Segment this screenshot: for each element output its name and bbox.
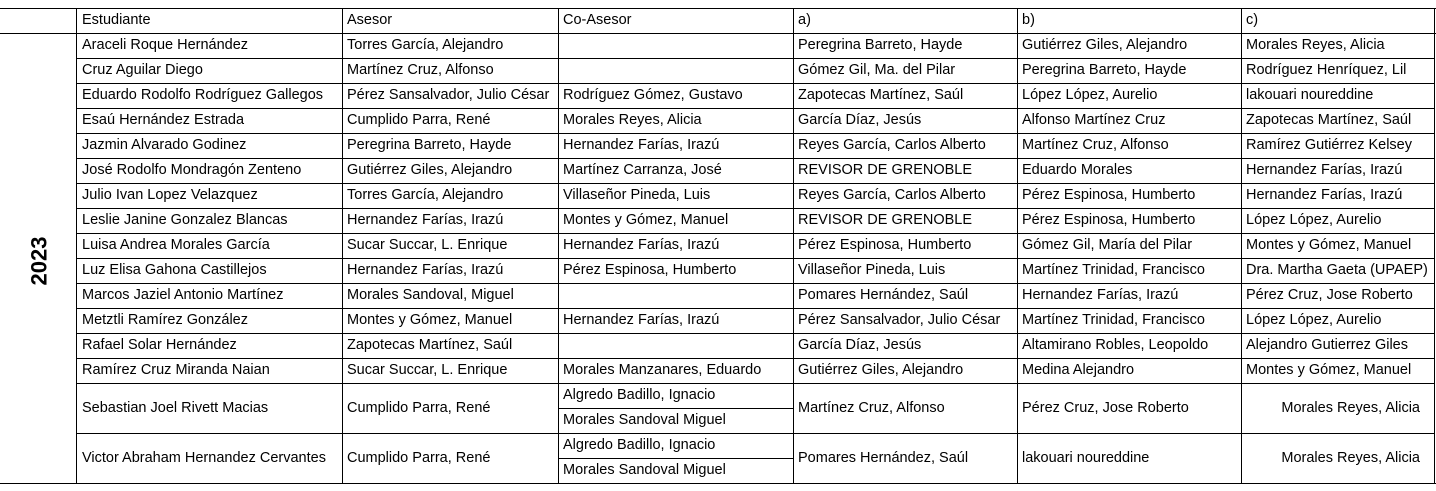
cell-student: Metztli Ramírez González	[82, 312, 248, 328]
cell-student: Rafael Solar Hernández	[82, 337, 237, 353]
cell-reviewer-c: lakouari noureddine	[1246, 87, 1374, 103]
cell-reviewer-c: Montes y Gómez, Manuel	[1246, 237, 1412, 253]
cell-reviewer-a: Reyes García, Carlos Alberto	[798, 137, 986, 153]
cell-student: Victor Abraham Hernandez Cervantes	[82, 450, 326, 466]
header-student: Estudiante	[82, 12, 151, 28]
cell-advisor: Cumplido Parra, René	[347, 450, 491, 466]
cell-reviewer-b: Pérez Espinosa, Humberto	[1022, 212, 1196, 228]
cell-advisor: Cumplido Parra, René	[347, 112, 491, 128]
cell-co-advisor: Hernandez Farías, Irazú	[563, 237, 720, 253]
cell-co-advisor	[558, 283, 793, 308]
cell-reviewer-b: Martínez Cruz, Alfonso	[1022, 137, 1169, 153]
cell-co-advisor: Morales Manzanares, Eduardo	[563, 362, 762, 378]
cell-co-advisor	[558, 333, 793, 358]
header-reviewer-a: a)	[798, 12, 811, 28]
cell-advisor: Gutiérrez Giles, Alejandro	[347, 162, 513, 178]
cell-reviewer-c: Morales Reyes, Alicia	[1246, 37, 1385, 53]
cell-reviewer-a: REVISOR DE GRENOBLE	[798, 212, 973, 228]
cell-advisor: Hernandez Farías, Irazú	[347, 262, 504, 278]
cell-advisor: Montes y Gómez, Manuel	[347, 312, 513, 328]
cell-reviewer-a: Pérez Espinosa, Humberto	[798, 237, 972, 253]
cell-reviewer-a: Pomares Hernández, Saúl	[798, 287, 969, 303]
cell-advisor: Torres García, Alejandro	[347, 187, 504, 203]
cell-student: Luisa Andrea Morales García	[82, 237, 270, 253]
cell-reviewer-b: Peregrina Barreto, Hayde	[1022, 62, 1187, 78]
cell-advisor: Peregrina Barreto, Hayde	[347, 137, 512, 153]
cell-reviewer-a: Gómez Gil, Ma. del Pilar	[798, 62, 956, 78]
cell-reviewer-c: Morales Reyes, Alicia	[1281, 450, 1420, 466]
year-label-cell	[2, 36, 76, 486]
cell-reviewer-c: Zapotecas Martínez, Saúl	[1246, 112, 1412, 128]
cell-reviewer-b: Altamirano Robles, Leopoldo	[1022, 337, 1209, 353]
cell-student: Sebastian Joel Rivett Macias	[82, 400, 269, 416]
cell-reviewer-c: Hernandez Farías, Irazú	[1246, 187, 1403, 203]
cell-reviewer-c: Hernandez Farías, Irazú	[1246, 162, 1403, 178]
cell-co-advisor: Villaseñor Pineda, Luis	[563, 187, 711, 203]
header-co-advisor: Co-Asesor	[563, 12, 632, 28]
cell-reviewer-a: Villaseñor Pineda, Luis	[798, 262, 946, 278]
cell-reviewer-a: Pérez Sansalvador, Julio César	[798, 312, 1001, 328]
cell-student: Araceli Roque Hernández	[82, 37, 249, 53]
cell-student: Leslie Janine Gonzalez Blancas	[82, 212, 288, 228]
cell-co-advisor: Montes y Gómez, Manuel	[563, 212, 729, 228]
cell-reviewer-b: Hernandez Farías, Irazú	[1022, 287, 1179, 303]
cell-reviewer-a: REVISOR DE GRENOBLE	[798, 162, 973, 178]
cell-co-advisor: Algredo Badillo, Ignacio	[563, 387, 716, 403]
cell-reviewer-b: Gómez Gil, María del Pilar	[1022, 237, 1193, 253]
cell-student: Julio Ivan Lopez Velazquez	[82, 187, 258, 203]
cell-co-advisor: Hernandez Farías, Irazú	[563, 312, 720, 328]
cell-student: Eduardo Rodolfo Rodríguez Gallegos	[82, 87, 324, 103]
cell-reviewer-b: lakouari noureddine	[1022, 450, 1150, 466]
header-reviewer-b: b)	[1022, 12, 1035, 28]
cell-reviewer-a: García Díaz, Jesús	[798, 112, 922, 128]
cell-reviewer-a: Gutiérrez Giles, Alejandro	[798, 362, 964, 378]
cell-reviewer-a: Pomares Hernández, Saúl	[798, 450, 969, 466]
cell-reviewer-b: Martínez Trinidad, Francisco	[1022, 262, 1205, 278]
cell-reviewer-b: Alfonso Martínez Cruz	[1022, 112, 1166, 128]
cell-reviewer-b: Gutiérrez Giles, Alejandro	[1022, 37, 1188, 53]
cell-reviewer-b: López López, Aurelio	[1022, 87, 1158, 103]
cell-co-advisor: Rodríguez Gómez, Gustavo	[563, 87, 743, 103]
cell-reviewer-c: López López, Aurelio	[1246, 212, 1382, 228]
cell-reviewer-a: García Díaz, Jesús	[798, 337, 922, 353]
cell-advisor: Zapotecas Martínez, Saúl	[347, 337, 513, 353]
cell-reviewer-c: Pérez Cruz, Jose Roberto	[1246, 287, 1413, 303]
cell-advisor: Hernandez Farías, Irazú	[347, 212, 504, 228]
cell-reviewer-b: Pérez Cruz, Jose Roberto	[1022, 400, 1189, 416]
cell-reviewer-a: Zapotecas Martínez, Saúl	[798, 87, 964, 103]
cell-advisor: Pérez Sansalvador, Julio César	[347, 87, 550, 103]
cell-student: Luz Elisa Gahona Castillejos	[82, 262, 267, 278]
cell-co-advisor: Algredo Badillo, Ignacio	[563, 437, 716, 453]
cell-reviewer-a: Reyes García, Carlos Alberto	[798, 187, 986, 203]
cell-co-advisor	[558, 58, 793, 83]
header-reviewer-c: c)	[1246, 12, 1259, 28]
cell-advisor: Torres García, Alejandro	[347, 37, 504, 53]
cell-reviewer-c: Morales Reyes, Alicia	[1281, 400, 1420, 416]
cell-reviewer-a: Peregrina Barreto, Hayde	[798, 37, 963, 53]
cell-student: Marcos Jaziel Antonio Martínez	[82, 287, 284, 303]
cell-student: Cruz Aguilar Diego	[82, 62, 203, 78]
cell-co-advisor	[558, 33, 793, 58]
cell-reviewer-c: Alejandro Gutierrez Giles	[1246, 337, 1408, 353]
cell-advisor: Sucar Succar, L. Enrique	[347, 362, 508, 378]
cell-advisor: Cumplido Parra, René	[347, 400, 491, 416]
cell-advisor: Martínez Cruz, Alfonso	[347, 62, 494, 78]
cell-co-advisor: Morales Sandoval Miguel	[563, 412, 726, 428]
cell-reviewer-b: Pérez Espinosa, Humberto	[1022, 187, 1196, 203]
cell-co-advisor: Pérez Espinosa, Humberto	[563, 262, 737, 278]
cell-advisor: Sucar Succar, L. Enrique	[347, 237, 508, 253]
cell-co-advisor: Morales Sandoval Miguel	[563, 462, 726, 478]
cell-reviewer-a: Martínez Cruz, Alfonso	[798, 400, 945, 416]
cell-co-advisor: Morales Reyes, Alicia	[563, 112, 702, 128]
cell-reviewer-c: López López, Aurelio	[1246, 312, 1382, 328]
cell-reviewer-c: Rodríguez Henríquez, Lil	[1246, 62, 1407, 78]
cell-student: José Rodolfo Mondragón Zenteno	[82, 162, 302, 178]
bottom-border	[0, 483, 1436, 484]
cell-co-advisor: Hernandez Farías, Irazú	[563, 137, 720, 153]
cell-reviewer-b: Medina Alejandro	[1022, 362, 1135, 378]
column-divider	[1434, 8, 1435, 484]
cell-reviewer-c: Dra. Martha Gaeta (UPAEP)	[1246, 262, 1428, 278]
cell-reviewer-b: Martínez Trinidad, Francisco	[1022, 312, 1205, 328]
header-advisor: Asesor	[347, 12, 393, 28]
year-label: 2023	[25, 236, 51, 286]
cell-student: Esaú Hernández Estrada	[82, 112, 245, 128]
cell-co-advisor: Martínez Carranza, José	[563, 162, 722, 178]
cell-reviewer-c: Ramírez Gutiérrez Kelsey	[1246, 137, 1412, 153]
cell-student: Ramírez Cruz Miranda Naian	[82, 362, 270, 378]
cell-student: Jazmin Alvarado Godinez	[82, 137, 247, 153]
cell-reviewer-c: Montes y Gómez, Manuel	[1246, 362, 1412, 378]
cell-reviewer-b: Eduardo Morales	[1022, 162, 1133, 178]
cell-advisor: Morales Sandoval, Miguel	[347, 287, 514, 303]
